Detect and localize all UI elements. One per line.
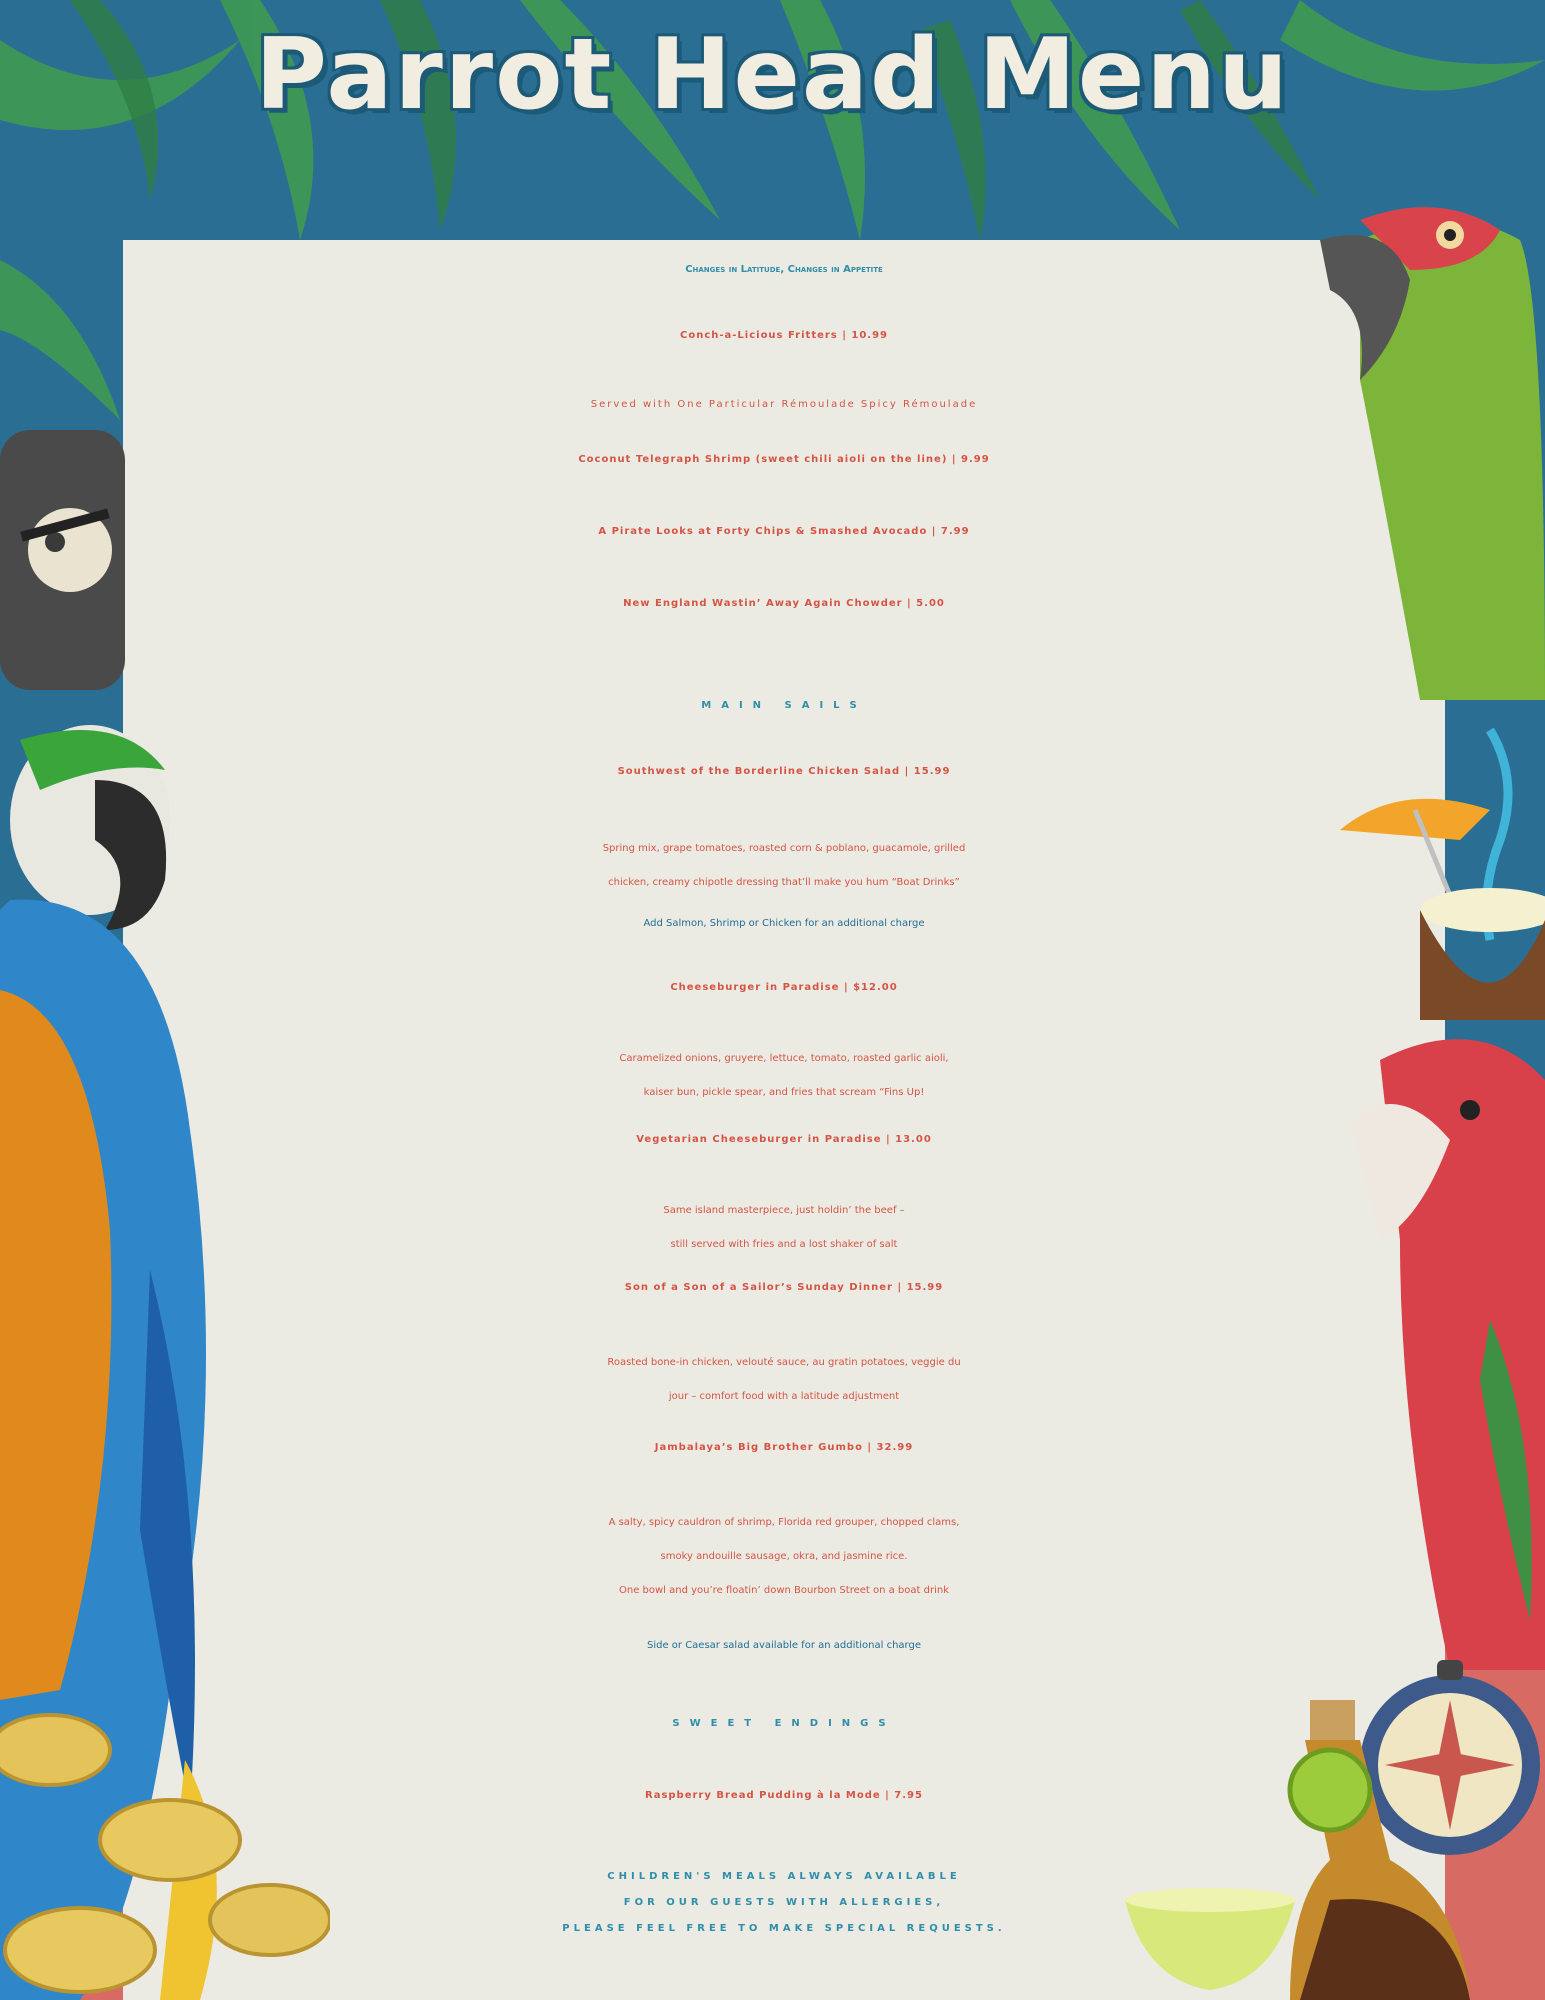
menu-item-description: One bowl and you’re floatin’ down Bourbon Street on a boat drink [619,1585,949,1596]
menu-item-conch-fritters: Conch-a-Licious Fritters | 10.99 [679,330,889,341]
menu-item-description: Same island masterpiece, just holdin’ the beef – [663,1205,905,1216]
menu-note-side-salad: Side or Caesar salad available for an additional charge [646,1640,921,1651]
menu-item-description: Caramelized onions, gruyere, lettuce, tomato, roasted garlic aioli, [619,1053,949,1064]
menu-item-gumbo: Jambalaya’s Big Brother Gumbo | 32.99 [654,1442,914,1453]
menu-item-veggie-cheeseburger: Vegetarian Cheeseburger in Paradise | 13.00 [636,1134,932,1145]
menu-item-description: Served with One Particular Rémoulade Spicy Rémoulade [590,399,978,410]
menu-item-description: smoky andouille sausage, okra, and jasmine rice. [660,1551,908,1562]
menu-item-description: Spring mix, grape tomatoes, roasted corn & poblano, guacamole, grilled [602,843,966,854]
menu-item-chowder: New England Wastin’ Away Again Chowder | 5.00 [623,598,945,609]
menu-item-description: Roasted bone-in chicken, velouté sauce, au gratin potatoes, veggie du [607,1357,961,1368]
menu-item-description: still served with fries and a lost shaker of salt [670,1239,898,1250]
section-heading-starters: Changes in Latitude, Changes in Appetite [685,264,883,275]
section-heading-desserts: SWEET ENDINGS [672,1718,896,1729]
page-title: Parrot Head Menu [255,18,1290,132]
menu-item-description: kaiser bun, pickle spear, and fries that scream “Fins Up! [643,1087,925,1098]
section-heading-mains: MAIN SAILS [701,700,867,711]
menu-item-description: jour – comfort food with a latitude adjustment [668,1391,900,1402]
menu-item-description: A salty, spicy cauldron of shrimp, Florida red grouper, chopped clams, [608,1517,960,1528]
menu-item-pirate-chips: A Pirate Looks at Forty Chips & Smashed Avocado | 7.99 [598,526,970,537]
menu-item-description: chicken, creamy chipotle dressing that’ll make you hum “Boat Drinks” [608,877,960,888]
menu-item-cheeseburger: Cheeseburger in Paradise | $12.00 [670,982,898,993]
menu-note-add-protein: Add Salmon, Shrimp or Chicken for an additional charge [643,918,925,929]
footer-note: CHILDREN'S MEALS ALWAYS AVAILABLE [607,1871,961,1882]
menu-item-sunday-dinner: Son of a Son of a Sailor’s Sunday Dinner | 15.99 [624,1282,944,1293]
footer-note: FOR OUR GUESTS WITH ALLERGIES, [623,1897,945,1908]
footer-note: PLEASE FEEL FREE TO MAKE SPECIAL REQUESTS. [562,1923,1006,1934]
pirate-flag-icon [0,410,125,690]
menu-content [123,240,1445,2000]
menu-item-chicken-salad: Southwest of the Borderline Chicken Salad | 15.99 [617,766,951,777]
menu-item-bread-pudding: Raspberry Bread Pudding à la Mode | 7.95 [645,1790,923,1801]
menu-item-coconut-shrimp: Coconut Telegraph Shrimp (sweet chili aioli on the line) | 9.99 [578,454,990,465]
